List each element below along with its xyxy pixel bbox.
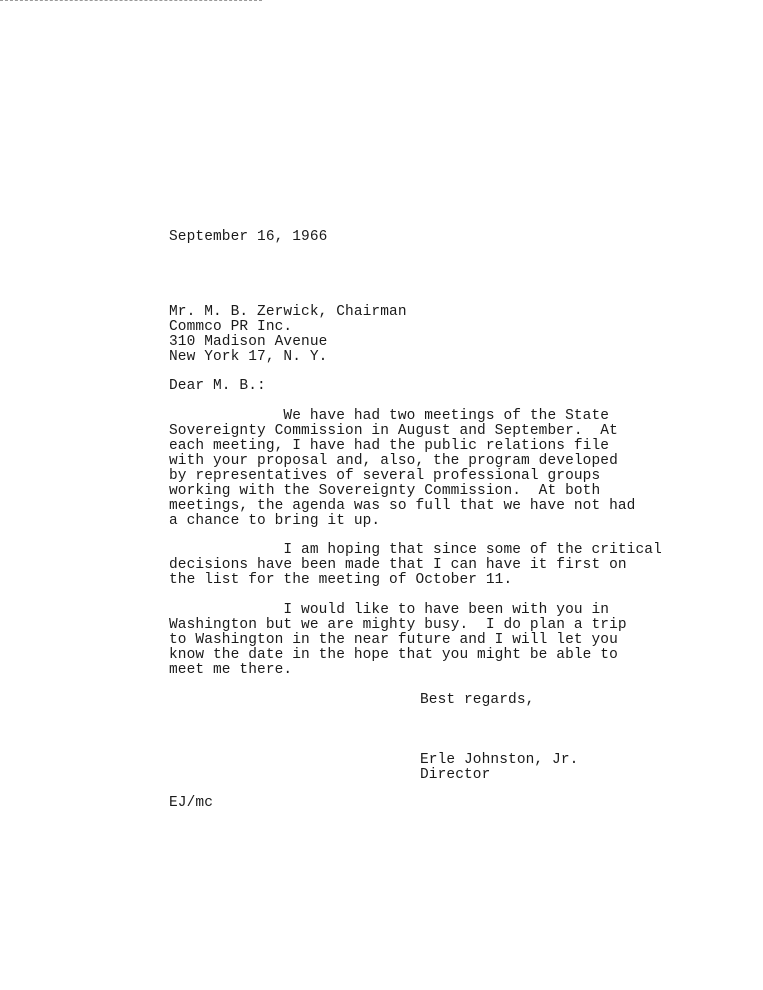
address-line: New York 17, N. Y.: [169, 349, 328, 365]
paragraph-line: by representatives of several professional groups: [169, 468, 601, 484]
signer-title: Director: [420, 767, 491, 783]
paragraph-line: a chance to bring it up.: [169, 513, 381, 529]
signer-name: Erle Johnston, Jr.: [420, 752, 579, 768]
body-paragraph-1: [169, 409, 635, 529]
salutation: Dear M. B.:: [169, 378, 266, 394]
paragraph-line: I am hoping that since some of the critical: [169, 542, 662, 558]
paragraph-line: I would like to have been with you in: [169, 602, 610, 618]
paragraph-line: Washington but we are mighty busy. I do plan a trip: [169, 617, 627, 633]
paragraph-line: to Washington in the near future and I will let you: [169, 632, 618, 648]
paragraph-line: We have had two meetings of the State: [169, 408, 610, 424]
paragraph-line: decisions have been made that I can have it first on: [169, 557, 627, 573]
paragraph-line: meetings, the agenda was so full that we have not had: [169, 498, 636, 514]
typist-initials: EJ/mc: [169, 795, 214, 811]
paragraph-line: each meeting, I have had the public relations file: [169, 438, 610, 454]
paragraph-line: with your proposal and, also, the program developed: [169, 453, 618, 469]
letter-date: September 16, 1966: [169, 229, 328, 245]
address-line: Mr. M. B. Zerwick, Chairman: [169, 304, 407, 320]
paragraph-line: know the date in the hope that you might be able to: [169, 647, 618, 663]
paragraph-line: Sovereignty Commission in August and September. At: [169, 423, 618, 439]
recipient-address: [169, 305, 407, 365]
closing: Best regards,: [420, 692, 535, 708]
paragraph-line: working with the Sovereignty Commission. At both: [169, 483, 601, 499]
body-paragraph-3: [169, 603, 627, 678]
body-paragraph-2: [169, 543, 662, 588]
paragraph-line: the list for the meeting of October 11.: [169, 572, 513, 588]
signature-block: [420, 753, 578, 783]
page-top-border: [0, 0, 262, 1]
address-line: 310 Madison Avenue: [169, 334, 328, 350]
paragraph-line: meet me there.: [169, 662, 293, 678]
address-line: Commco PR Inc.: [169, 319, 293, 335]
